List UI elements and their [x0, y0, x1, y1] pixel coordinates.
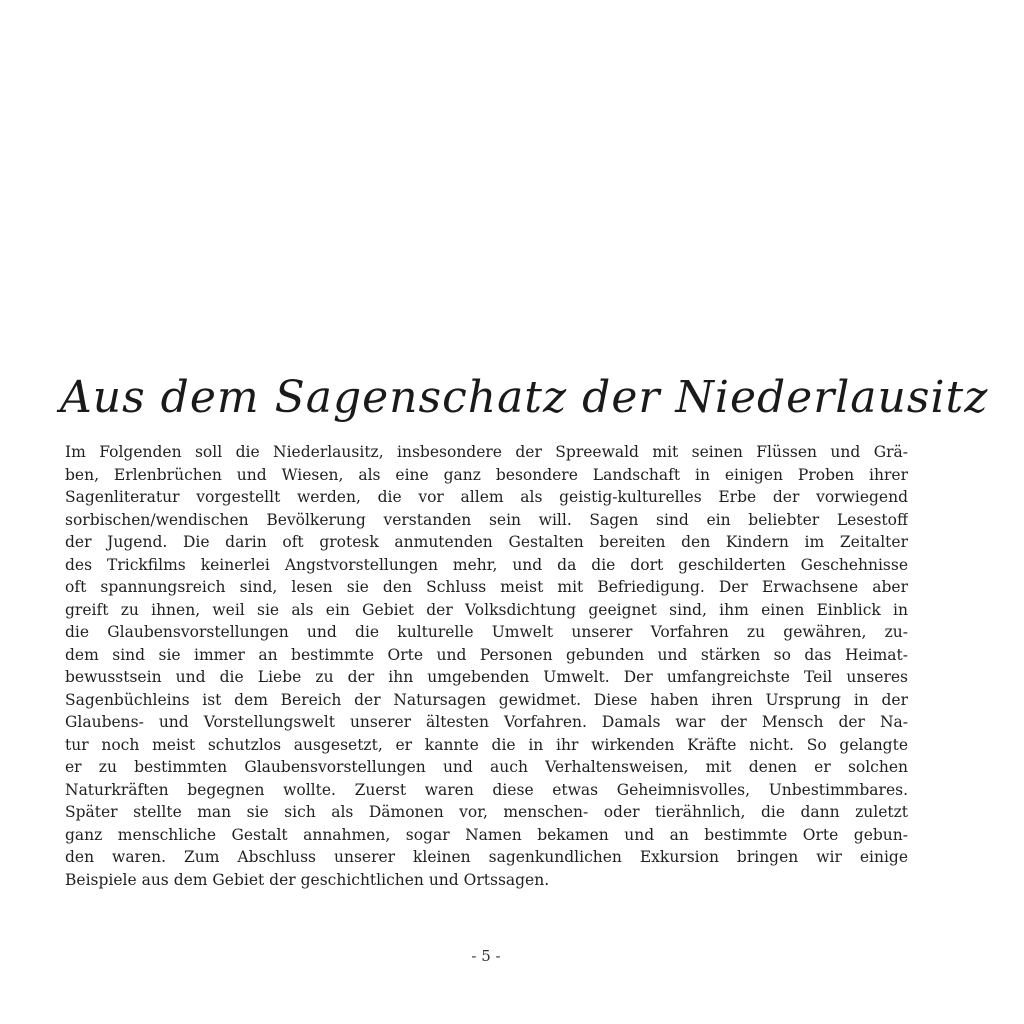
paragraph-line: sorbischen/wendischen Bevölkerung verstanden sein will. Sagen sind ein beliebter Lesestoff: [65, 510, 908, 529]
paragraph-line: er zu bestimmten Glaubensvorstellungen und auch Verhaltensweisen, mit denen er solchen: [65, 758, 908, 776]
paragraph-line: Sagenliteratur vorgestellt werden, die vor allem als geistig-kulturelles Erbe der vorwiegend: [65, 488, 908, 506]
paragraph-line: Naturkräften begegnen wollte. Zuerst waren diese etwas Geheimnisvolles, Unbestimmbares.: [65, 780, 908, 799]
paragraph-line: ben, Erlenbrüchen und Wiesen, als eine ganz besondere Landschaft in einigen Proben ihrer: [65, 465, 908, 484]
page-number: - 5 -: [471, 947, 501, 965]
paragraph-line: greift zu ihnen, weil sie als ein Gebiet der Volksdichtung geeignet sind, ihm einen Einblick in: [65, 600, 908, 619]
paragraph-line: tur noch meist schutzlos ausgesetzt, er kannte die in ihr wirkenden Kräfte nicht. So gelangte: [65, 735, 908, 754]
paragraph-line: der Jugend. Die darin oft grotesk anmutenden Gestalten bereiten den Kindern im Zeitalter: [65, 533, 908, 551]
paragraph-line: dem sind sie immer an bestimmte Orte und Personen gebunden und stärken so das Heimat-: [65, 645, 908, 664]
page-title: Aus dem Sagenschatz der Niederlausitz: [60, 372, 989, 423]
paragraph-line: bewusstsein und die Liebe zu der ihn umgebenden Umwelt. Der umfangreichste Teil unseres: [65, 668, 908, 686]
paragraph-line: Glaubens- und Vorstellungswelt unserer ältesten Vorfahren. Damals war der Mensch der Na-: [65, 713, 908, 731]
paragraph-line: die Glaubensvorstellungen und die kulturelle Umwelt unserer Vorfahren zu gewähren, zu-: [65, 623, 908, 641]
paragraph-line: ganz menschliche Gestalt annahmen, sogar Namen bekamen und an bestimmte Orte gebun-: [65, 825, 908, 844]
paragraph-line: Später stellte man sie sich als Dämonen vor, menschen- oder tierähnlich, die dann zuletzt: [65, 803, 908, 821]
paragraph-line: Im Folgenden soll die Niederlausitz, insbesondere der Spreewald mit seinen Flüssen und Grä-: [65, 443, 908, 461]
paragraph-line: oft spannungsreich sind, lesen sie den Schluss meist mit Befriedigung. Der Erwachsene aber: [65, 578, 908, 596]
paragraph-line: den waren. Zum Abschluss unserer kleinen sagenkundlichen Exkursion bringen wir einige: [65, 848, 908, 866]
body-paragraph: [65, 441, 908, 891]
paragraph-line: Beispiele aus dem Gebiet der geschichtlichen und Ortssagen.: [65, 870, 550, 889]
paragraph-line: Sagenbüchleins ist dem Bereich der Natursagen gewidmet. Diese haben ihren Ursprung in der: [65, 690, 908, 709]
paragraph-line: des Trickfilms keinerlei Angstvorstellungen mehr, und da die dort geschilderten Geschehnisse: [65, 555, 908, 574]
